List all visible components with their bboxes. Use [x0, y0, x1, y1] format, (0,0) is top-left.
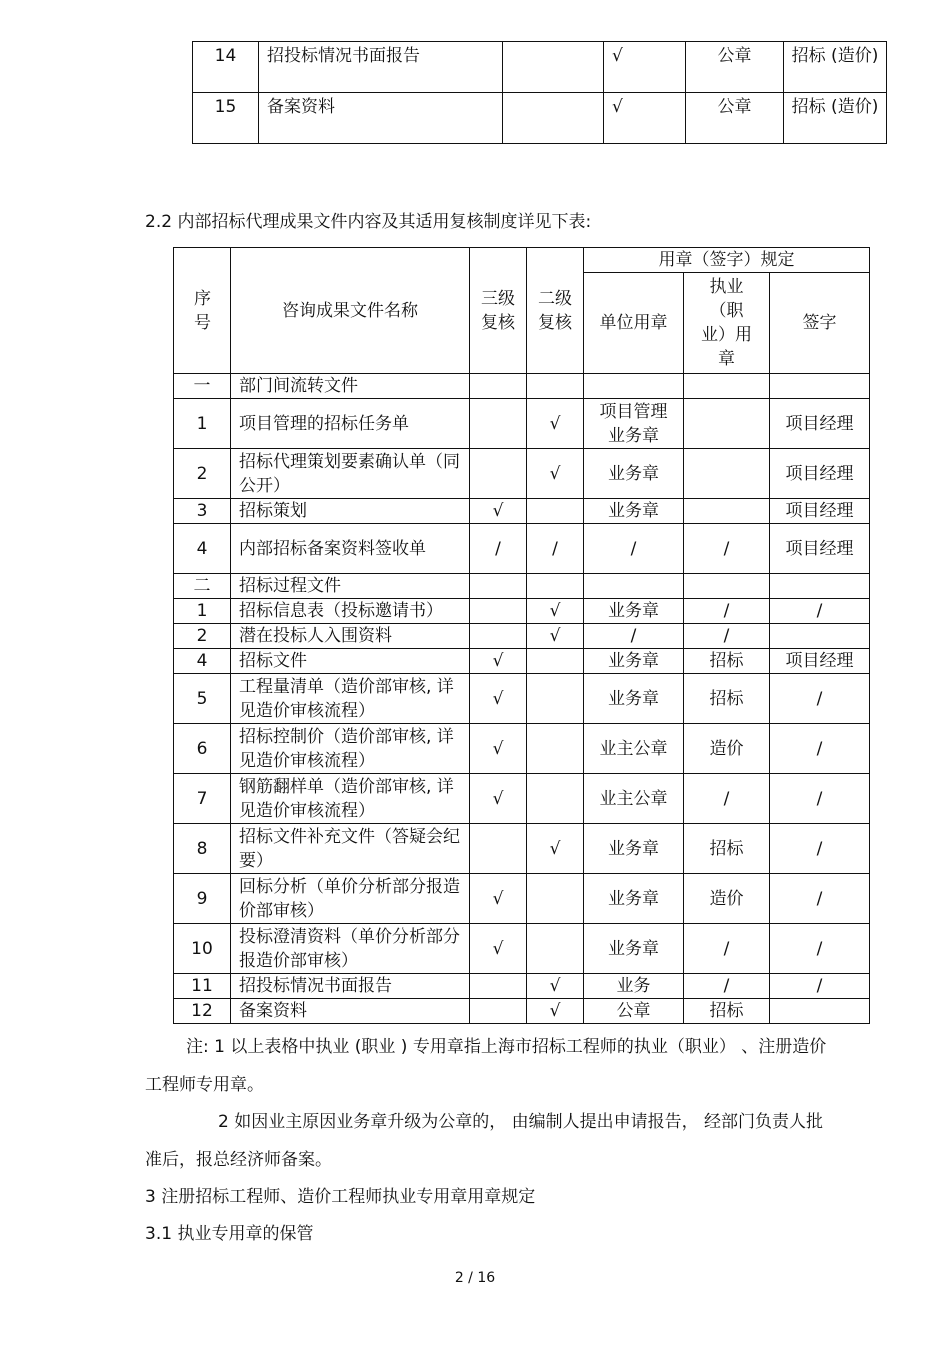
signature: 项目经理 — [770, 499, 870, 524]
level3-review — [470, 399, 527, 449]
unit-seal: / — [584, 524, 684, 574]
signature: / — [770, 824, 870, 874]
file-name: 工程量清单（造价部审核, 详见造价审核流程） — [231, 674, 470, 724]
top-table — [192, 41, 887, 144]
practice-seal: / — [684, 774, 770, 824]
header-level2: 二级复核 — [527, 248, 584, 374]
table-row — [174, 599, 870, 624]
signature: / — [770, 874, 870, 924]
unit-seal: 业主公章 — [584, 774, 684, 824]
table-row — [174, 574, 870, 599]
file-name: 招投标情况书面报告 — [259, 42, 503, 93]
header-row — [174, 248, 870, 273]
signature: 项目经理 — [770, 524, 870, 574]
unit-seal: 业务章 — [584, 599, 684, 624]
level3-review: √ — [470, 874, 527, 924]
unit-seal: 业务章 — [584, 649, 684, 674]
level3-review: / — [470, 524, 527, 574]
level3-review — [470, 574, 527, 599]
file-name: 招标文件 — [231, 649, 470, 674]
table-row — [174, 524, 870, 574]
signature: / — [770, 599, 870, 624]
row-number: 6 — [174, 724, 231, 774]
row-number: 14 — [193, 42, 259, 93]
file-name: 招标信息表（投标邀请书） — [231, 599, 470, 624]
file-name: 招投标情况书面报告 — [231, 974, 470, 999]
signature — [770, 624, 870, 649]
level3-review — [470, 374, 527, 399]
row-number: 8 — [174, 824, 231, 874]
check-mark: √ — [604, 42, 686, 93]
signature: / — [770, 674, 870, 724]
header-practice-seal: 执业（职业）用章 — [684, 273, 770, 374]
table-row — [193, 42, 887, 93]
header-no: 序号 — [174, 248, 231, 374]
file-name: 项目管理的招标任务单 — [231, 399, 470, 449]
unit-seal: 公章 — [584, 999, 684, 1024]
file-name: 投标澄清资料（单价分析部分报造价部审核） — [231, 924, 470, 974]
check-mark: √ — [604, 93, 686, 144]
level2-review — [527, 874, 584, 924]
file-name: 备案资料 — [231, 999, 470, 1024]
row-number: 2 — [174, 449, 231, 499]
row-number: 5 — [174, 674, 231, 724]
main-table — [173, 247, 870, 1024]
file-name: 部门间流转文件 — [231, 374, 470, 399]
signature: 项目经理 — [770, 399, 870, 449]
table-row — [193, 93, 887, 144]
table-row — [174, 999, 870, 1024]
practice-seal: 造价 — [684, 724, 770, 774]
level3-review: √ — [470, 674, 527, 724]
level2-review — [527, 499, 584, 524]
practice-seal: 招标 — [684, 649, 770, 674]
practice-seal — [684, 399, 770, 449]
header-level3: 三级复核 — [470, 248, 527, 374]
row-number: 一 — [174, 374, 231, 399]
practice-seal: 招标 — [684, 824, 770, 874]
practice-seal — [684, 449, 770, 499]
file-name: 招标过程文件 — [231, 574, 470, 599]
signature — [770, 574, 870, 599]
table-row — [174, 774, 870, 824]
signature: / — [770, 724, 870, 774]
row-number: 1 — [174, 399, 231, 449]
unit-seal: 业务章 — [584, 674, 684, 724]
table-row — [174, 449, 870, 499]
table-row — [174, 724, 870, 774]
level2-review — [527, 724, 584, 774]
unit-seal — [584, 574, 684, 599]
unit-seal: 业务章 — [584, 449, 684, 499]
file-name: 内部招标备案资料签收单 — [231, 524, 470, 574]
note-2-line-1: 2 如因业主原因业务章升级为公章的， 由编制人提出申请报告， 经部门负责人批 — [218, 1112, 824, 1132]
row-number: 7 — [174, 774, 231, 824]
signature: 项目经理 — [770, 449, 870, 499]
level3-review: √ — [470, 724, 527, 774]
unit-seal: 业主公章 — [584, 724, 684, 774]
section-heading-2-2: 2.2 内部招标代理成果文件内容及其适用复核制度详见下表: — [145, 212, 592, 232]
row-number: 12 — [174, 999, 231, 1024]
level2-review: √ — [527, 824, 584, 874]
review-cell — [503, 93, 604, 144]
file-name: 备案资料 — [259, 93, 503, 144]
level2-review: √ — [527, 399, 584, 449]
level2-review — [527, 374, 584, 399]
level2-review: √ — [527, 624, 584, 649]
row-number: 4 — [174, 524, 231, 574]
header-signature: 签字 — [770, 273, 870, 374]
unit-seal: 业务章 — [584, 924, 684, 974]
unit-seal: 业务章 — [584, 499, 684, 524]
level3-review — [470, 824, 527, 874]
page-number: 2 / 16 — [454, 1270, 496, 1286]
level2-review: √ — [527, 999, 584, 1024]
note-1-line-2: 工程师专用章。 — [145, 1075, 264, 1095]
level3-review: √ — [470, 774, 527, 824]
practice-seal: / — [684, 974, 770, 999]
file-name: 招标代理策划要素确认单（同公开） — [231, 449, 470, 499]
level3-review — [470, 449, 527, 499]
level3-review — [470, 599, 527, 624]
level2-review: √ — [527, 974, 584, 999]
table-row — [174, 874, 870, 924]
practice-seal — [684, 374, 770, 399]
signature: 项目经理 — [770, 649, 870, 674]
practice-seal: / — [684, 524, 770, 574]
file-name: 回标分析（单价分析部分报造价部审核） — [231, 874, 470, 924]
note-2-line-2: 准后，报总经济师备案。 — [145, 1150, 332, 1170]
row-number: 4 — [174, 649, 231, 674]
row-number: 9 — [174, 874, 231, 924]
row-number: 1 — [174, 599, 231, 624]
unit-seal: 业务 — [584, 974, 684, 999]
signature — [770, 999, 870, 1024]
table-row — [174, 924, 870, 974]
level3-review: √ — [470, 924, 527, 974]
seal-cell: 公章 — [686, 93, 784, 144]
unit-seal: / — [584, 624, 684, 649]
signature: / — [770, 974, 870, 999]
main-table-body — [174, 374, 870, 1024]
level2-review — [527, 774, 584, 824]
signature — [770, 374, 870, 399]
table-row — [174, 624, 870, 649]
signature: / — [770, 774, 870, 824]
level3-review: √ — [470, 499, 527, 524]
sign-cell: 招标 (造价) — [784, 42, 887, 93]
file-name: 潜在投标人入围资料 — [231, 624, 470, 649]
practice-seal: 招标 — [684, 999, 770, 1024]
section-heading-3-1: 3.1 执业专用章的保管 — [145, 1224, 314, 1244]
header-unit-seal: 单位用章 — [584, 273, 684, 374]
unit-seal: 业务章 — [584, 874, 684, 924]
table-row — [174, 649, 870, 674]
practice-seal: / — [684, 924, 770, 974]
practice-seal: / — [684, 624, 770, 649]
note-1-line-1: 注: 1 以上表格中执业 (职业 ) 专用章指上海市招标工程师的执业（职业） 、注册造价 — [186, 1037, 827, 1057]
unit-seal: 项目管理业务章 — [584, 399, 684, 449]
row-number: 11 — [174, 974, 231, 999]
signature: / — [770, 924, 870, 974]
level2-review — [527, 674, 584, 724]
review-cell — [503, 42, 604, 93]
unit-seal: 业务章 — [584, 824, 684, 874]
level2-review — [527, 924, 584, 974]
header-file-name: 咨询成果文件名称 — [231, 248, 470, 374]
level3-review: √ — [470, 649, 527, 674]
section-heading-3: 3 注册招标工程师、造价工程师执业专用章用章规定 — [145, 1187, 536, 1207]
practice-seal — [684, 499, 770, 524]
seal-cell: 公章 — [686, 42, 784, 93]
file-name: 招标策划 — [231, 499, 470, 524]
level2-review — [527, 574, 584, 599]
row-number: 10 — [174, 924, 231, 974]
practice-seal: / — [684, 599, 770, 624]
practice-seal: 造价 — [684, 874, 770, 924]
level2-review: √ — [527, 449, 584, 499]
unit-seal — [584, 374, 684, 399]
table-row — [174, 674, 870, 724]
level3-review — [470, 624, 527, 649]
row-number: 2 — [174, 624, 231, 649]
row-number: 3 — [174, 499, 231, 524]
row-number: 15 — [193, 93, 259, 144]
file-name: 招标控制价（造价部审核, 详见造价审核流程） — [231, 724, 470, 774]
level3-review — [470, 974, 527, 999]
level2-review: / — [527, 524, 584, 574]
level2-review — [527, 649, 584, 674]
table-row — [174, 824, 870, 874]
row-number: 二 — [174, 574, 231, 599]
table-row — [174, 499, 870, 524]
header-seal-group: 用章（签字）规定 — [584, 248, 870, 273]
level3-review — [470, 999, 527, 1024]
file-name: 钢筋翻样单（造价部审核, 详见造价审核流程） — [231, 774, 470, 824]
table-row — [174, 374, 870, 399]
file-name: 招标文件补充文件（答疑会纪要） — [231, 824, 470, 874]
sign-cell: 招标 (造价) — [784, 93, 887, 144]
table-row — [174, 974, 870, 999]
table-row — [174, 399, 870, 449]
practice-seal — [684, 574, 770, 599]
practice-seal: 招标 — [684, 674, 770, 724]
level2-review: √ — [527, 599, 584, 624]
